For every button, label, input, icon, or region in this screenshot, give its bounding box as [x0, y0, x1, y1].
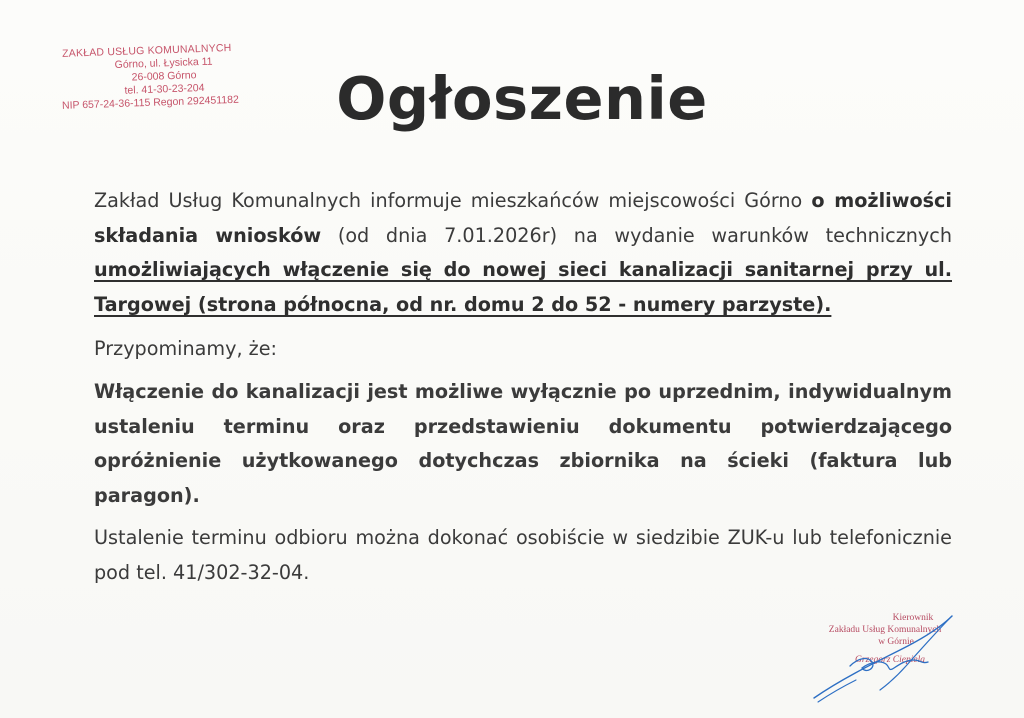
document-title: Ogłoszenie — [336, 64, 708, 133]
signature-stamp-name: Grzegorz Ciepiela — [855, 655, 925, 665]
handwritten-signature — [810, 610, 960, 710]
signature-stamp-location: w Górnie — [878, 637, 914, 647]
stamp-line-nip-regon: NIP 657-24-36-115 Regon 292451182 — [61, 93, 240, 112]
paragraph-reminder: Przypominamy, że: — [94, 337, 277, 361]
announcement-underlined: umożliwiających włączenie się do nowej sieci kanalizacji sanitarnej przy ul. Targowej (strona północna, od nr. domu 2 do 52 - numery parzyste). — [94, 258, 952, 316]
announcement-text-1: Zakład Usług Komunalnych informuje mieszkańców miejscowości Górno — [94, 189, 812, 212]
announcement-text-2: (od dnia 7.01.2026r) na wydanie warunków technicznych — [321, 223, 953, 247]
paragraph-connection-rules: Włączenie do kanalizacji jest możliwe wyłącznie po uprzednim, indywidualnym ustaleniu terminu oraz przedstawieniu dokumentu potwierdzającego opróżnienie użytkowanego dotychczas zbiornika na ścieki (faktura lub paragon). — [94, 379, 952, 507]
stamp-line-postcode: 26-008 Górno — [131, 69, 197, 84]
paragraph-appointment: Ustalenie terminu odbioru można dokonać osobiście w siedzibie ZUK-u lub telefonicznie pod tel. 41/302-32-04. — [94, 526, 952, 584]
stamp-line-company: ZAKŁAD USŁUG KOMUNALNYCH — [61, 41, 232, 60]
announcement-bold: o możliwości składania wniosków — [94, 189, 953, 247]
stamp-line-address: Górno, ul. Łysicka 11 — [114, 55, 213, 72]
signature-stamp-company: Zakładu Usług Komunalnych — [828, 625, 942, 635]
paragraph-announcement — [94, 184, 952, 322]
signature-stamp-role: Kierownik — [892, 613, 934, 623]
document-body — [94, 184, 952, 591]
stamp-line-phone: tel. 41-30-23-204 — [124, 81, 205, 97]
